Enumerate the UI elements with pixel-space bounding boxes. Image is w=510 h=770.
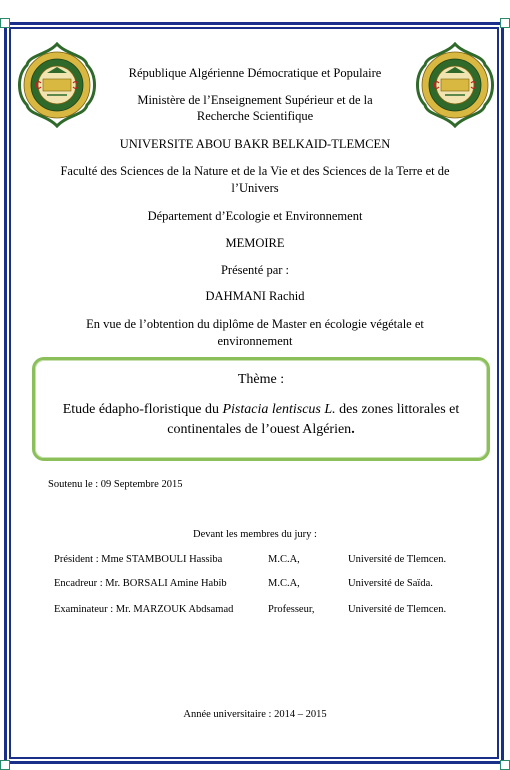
jury-member-institution: Université de Tlemcen. [348,604,447,615]
academic-year: Année universitaire : 2014 – 2015 [183,709,327,720]
corner-ornament [500,760,510,770]
species-name: Pistacia lentiscus L. [222,402,336,417]
university-name: UNIVERSITE ABOU BAKR BELKAID-TLEMCEN [119,137,391,151]
purpose-line-2: environnement [217,334,293,348]
theme-text-line-2: continentales de l’ouest Algérien [167,422,352,437]
jury-member-row [54,554,474,568]
corner-ornament [500,18,510,28]
jury-member-grade: Professeur, [268,604,315,615]
theme-text-start: Etude édapho-floristique du [62,402,223,417]
jury-member-row [54,578,474,592]
theme-label: Thème : [237,372,285,387]
theme-text-continued: des zones littorales et [335,402,460,417]
department-name: Département d’Ecologie et Environnement [147,209,363,223]
republic-name: République Algérienne Démocratique et Populaire [128,66,382,80]
jury-member-institution: Université de Tlemcen. [348,554,447,565]
jury-member-grade: M.C.A, [268,554,300,565]
purpose-line-1: En vue de l’obtention du diplôme de Master en écologie végétale et [86,317,424,331]
jury-member-grade: M.C.A, [268,578,300,589]
jury-member-name: Encadreur : Mr. BORSALI Amine Habib [54,578,227,589]
document-type: MEMOIRE [225,236,285,250]
jury-member-name: Examinateur : Mr. MARZOUK Abdsamad [54,604,234,615]
theme-text-period: . [351,422,355,437]
ministry-line-1: Ministère de l’Enseignement Supérieur et de la [137,93,373,107]
presented-by-label: Présenté par : [220,263,290,277]
author-name: DAHMANI Rachid [205,289,305,303]
corner-ornament [0,760,10,770]
theme-text [40,400,482,440]
defense-date: Soutenu le : 09 Septembre 2015 [48,479,183,490]
jury-member-institution: Université de Saïda. [348,578,433,589]
ministry-line-2: Recherche Scientifique [196,109,314,123]
corner-ornament [0,18,10,28]
faculty-line-1: Faculté des Sciences de la Nature et de la Vie et des Sciences de la Terre et de [60,164,450,178]
jury-member-name: Président : Mme STAMBOULI Hassiba [54,554,223,565]
jury-heading: Devant les membres du jury : [193,529,317,540]
jury-member-row [54,604,474,618]
faculty-line-2: l’Univers [231,181,279,195]
